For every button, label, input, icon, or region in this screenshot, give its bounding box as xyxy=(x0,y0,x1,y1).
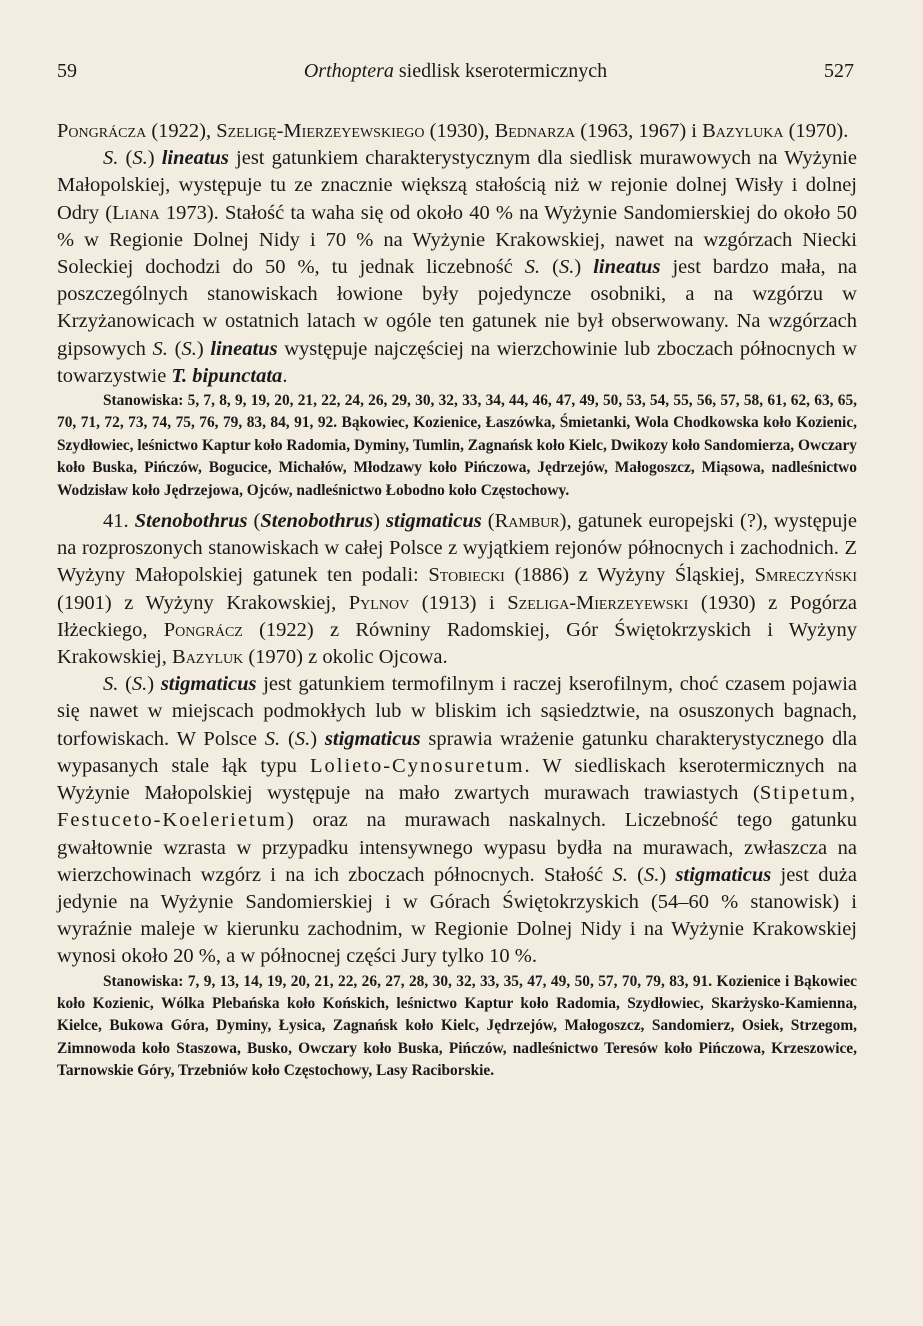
paragraph-stigmaticus xyxy=(57,671,857,970)
text-run: (1922) z Równiny Radomskiej, Gór Świętokrzyskich i Wyżyny Krakowskiej, xyxy=(57,618,857,669)
text-run: sprawia wrażenie gatunku charakterystycznego dla wypasanych stale łąk typu xyxy=(57,727,858,777)
text-run: ) xyxy=(373,510,387,533)
genus-abbrev: S. xyxy=(264,727,281,750)
text-run: ( xyxy=(540,256,559,279)
running-title-italic: Orthoptera xyxy=(303,60,394,82)
author-name: Szeligę-Mierzeyewskiego xyxy=(216,120,425,142)
text-run: ( xyxy=(118,673,132,696)
localities-list-stigmaticus: Stanowiska: 7, 9, 13, 14, 19, 20, 21, 22, 26, 27, 28, 30, 32, 33, 35, 47, 49, 50, 57, 70, 79, 83, 91. Kozienice i Bąkowiec koło Kozienic, Wólka Plebańska koło Końskich, leśnictwo Kaptur koło Radomia, Szydłowiec, Skarżysko-Kamienna, Kielce, Bukowa Góra, Dyminy, Łysica, Zagnańsk koło Kielc, Jędrzejów, Małogoszcz, Sandomierz, Osiek, Strzegom, Zimnowoda koło Staszowa, Busko, Owczary koło Buska, Pińczów, nadleśnictwo Teresów koło Pińczowa, Krzeszowice, Tarnowskie Góry, Trzebniów koło Częstochowy, Lasy Raciborskie. xyxy=(57,972,857,1080)
genus-abbrev: S. xyxy=(103,147,119,170)
genus-abbrev: S. xyxy=(103,673,119,696)
text-run: (1970) z okolic Ojcowa. xyxy=(243,646,448,669)
species-name: T. bipunctata xyxy=(171,364,283,387)
species-name: stigmaticus xyxy=(160,673,257,696)
text-run: ), gatunek europejski (?), występuje na rozproszonych stanowiskach w całej Polsce z wyjątkiem rejonów północnych i zachodnich. Z Wyżyny Małopolskiej gatunek ten podali: xyxy=(57,510,858,587)
text-run: 1973). Stałość ta waha się od około 40 % na Wyżynie Sandomierskiej do około 50 % w Regionie Dolnej Nidy i 70 % na Wyżynie Krakowskiej, nawet na wzgórzach Niecki Soleckiej dochodzi do 50 %, tu jednak liczebność xyxy=(57,201,857,279)
genus-abbrev: S. xyxy=(152,337,168,360)
text-run: (1930), xyxy=(424,120,495,142)
text-run: (1913) i xyxy=(409,591,508,614)
paragraph-references-continued xyxy=(57,118,857,145)
text-run: (1963, 1967) i xyxy=(575,120,703,142)
text-run: występuje najczęściej na wierzchowinie lub zboczach północnych w towarzystwie xyxy=(57,337,858,387)
genus-abbrev: S. xyxy=(612,863,628,886)
plant-association: Lolieto-Cynosuretum xyxy=(310,754,525,777)
species-number: 41. xyxy=(103,510,135,533)
author-name: Liana xyxy=(112,201,160,224)
text-run: ( xyxy=(280,727,295,750)
genus-abbrev: S. xyxy=(644,863,660,886)
text-run: (1922), xyxy=(146,120,217,142)
running-header xyxy=(57,60,854,88)
author-name: Bazyluka xyxy=(702,120,784,142)
genus-abbrev: S. xyxy=(559,256,575,279)
species-name: lineatus xyxy=(161,147,229,170)
page-number: 527 xyxy=(824,60,854,82)
text-run: . xyxy=(282,364,288,387)
author-name: Smreczyński xyxy=(754,564,858,587)
author-name: Bazyluk xyxy=(172,646,244,669)
page-body xyxy=(57,118,857,1083)
text-run: jest gatunkiem termofilnym i raczej kserofilnym, choć czasem pojawia się nawet w miejscach podmokłych lub w bliskim ich sąsiedztwie, na osuszonych bagnach, torfowiskach. W Polsce xyxy=(57,673,857,750)
genus-abbrev: S. xyxy=(132,147,148,170)
text-run: ) xyxy=(147,147,162,170)
subgenus-name: Stenobothrus xyxy=(260,510,374,533)
text-run: (1886) z Wyżyny Śląskiej, xyxy=(504,564,755,587)
text-run: ( xyxy=(167,337,182,360)
author-name: Pongrácza xyxy=(57,120,147,142)
species-name: stigmaticus xyxy=(324,727,421,750)
text-run: ) xyxy=(310,727,325,750)
genus-abbrev: S. xyxy=(294,727,311,750)
text-run: ( xyxy=(627,863,644,886)
author-name: Szeliga-Mierzeyewski xyxy=(507,591,689,614)
genus-abbrev: S. xyxy=(181,337,197,360)
paragraph-lineatus xyxy=(57,145,857,390)
text-run: ( xyxy=(481,510,495,533)
text-run: jest duża jedynie na Wyżynie Sandomierskiej i w Górach Świętokrzyskich (54–60 % stanowisk) i wyraźnie maleje w kierunku zachodnim, w Regionie Dolnej Nidy i na Wyżynie Krakowskiej wynosi około 20 %, a w północnej części Jury tylko 10 %. xyxy=(57,863,857,968)
species-name: stigmaticus xyxy=(386,510,482,533)
text-run: ) oraz na murawach naskalnych. Liczebność tego gatunku gwałtownie wzrasta w przypadku intensywnego wypasu bydła na murawach, zwłaszcza na wierzchowinach wzgórz i na ich zboczach północnych. Stałość xyxy=(57,809,857,886)
author-name: Bednarza xyxy=(494,120,576,142)
text-run: ) xyxy=(659,863,676,886)
genus-name: Stenobothrus xyxy=(134,510,248,533)
plant-association: Stipetum, Festuceto-Koelerietum xyxy=(57,782,857,832)
running-title-rest: siedlisk kserotermicznych xyxy=(393,60,608,82)
species-name: lineatus xyxy=(593,256,661,279)
text-run: ( xyxy=(247,510,261,533)
text-run: ) xyxy=(147,673,161,696)
genus-abbrev: S. xyxy=(131,673,148,696)
author-name: Pylnov xyxy=(348,591,410,614)
section-number: 59 xyxy=(57,60,77,82)
text-run: ) xyxy=(196,337,211,360)
text-run: jest bardzo mała, na poszczególnych stanowiskach łowione były pojedyncze osobniki, a na wzgórzu w Krzyżanowicach w ostatnich latach w ogóle ten gatunek nie był obserwowany. Na wzgórzach gipsowych xyxy=(57,256,858,360)
genus-abbrev: S. xyxy=(524,256,541,279)
species-name: stigmaticus xyxy=(675,863,772,886)
species-name: lineatus xyxy=(210,337,278,360)
paragraph-species-41-heading xyxy=(57,508,857,671)
text-run: (1970). xyxy=(783,120,849,142)
running-title xyxy=(57,60,854,83)
text-run: ) xyxy=(574,256,594,279)
text-run: (1930) z Pogórza Iłżeckiego, xyxy=(57,591,857,641)
author-name: Stobiecki xyxy=(428,564,505,587)
author-name: Rambur xyxy=(494,510,560,533)
text-run: jest gatunkiem charakterystycznym dla siedlisk murawowych na Wyżynie Małopolskiej, występuje tu ze znacznie większą stałością niż w rejonie dolnej Wisły i dolnej Odry ( xyxy=(57,147,858,224)
text-run: (1901) z Wyżyny Krakowskiej, xyxy=(57,591,349,614)
text-run: ( xyxy=(118,147,133,170)
author-name: Pongrácz xyxy=(163,618,243,641)
text-run: . W siedliskach kserotermicznych na Wyżynie Małopolskiej występuje na mało zwartych murawach trawiastych ( xyxy=(57,754,858,805)
localities-list-lineatus: Stanowiska: 5, 7, 8, 9, 19, 20, 21, 22, 24, 26, 29, 30, 32, 33, 34, 44, 46, 47, 49, 50, 53, 54, 55, 56, 57, 58, 61, 62, 63, 65, 70, 71, 72, 73, 74, 75, 76, 79, 83, 84, 91, 92. Bąkowiec, Kozienice, Łaszówka, Śmietanki, Wola Chodkowska koło Kozienic, Szydłowiec, leśnictwo Kaptur koło Radomia, Dyminy, Tumlin, Zagnańsk koło Kielc, Dwikozy koło Sandomierza, Owczary koło Buska, Pińczów, Bogucice, Michałów, Młodzawy koło Pińczowa, Jędrzejów, Małogoszcz, Miąsowa, nadleśnictwo Wodzisław koło Jędrzejowa, Ojców, nadleśnictwo Łobodno koło Częstochowy. xyxy=(57,392,857,499)
